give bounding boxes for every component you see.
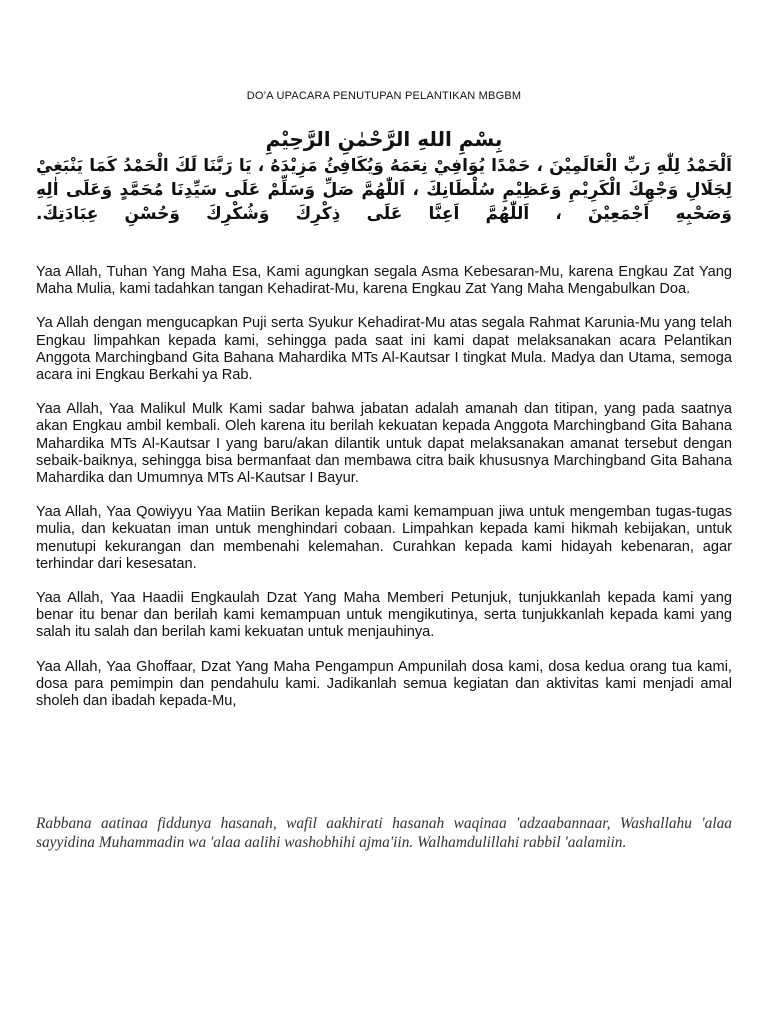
closing-prayer: Rabbana aatinaa fiddunya hasanah, wafil aakhirati hasanah waqinaa 'adzaabannaar, Washallahu 'alaa sayyidina Muhammadin wa 'alaa aalihi washobhihi ajma'iin. Walhamdulillahi rabbil 'aalamiin.	[36, 815, 732, 851]
prayer-paragraph: Ya Allah dengan mengucapkan Puji serta Syukur Kehadirat-Mu atas segala Rahmat Karunia-Mu yang telah Engkau limpahkan kepada kami, sehingga pada saat ini kami dapat melaksanakan acara Pelantikan Anggota Marchingband Gita Bahana Mahardika MTs Al-Kautsar I tingkat Mula. Madya dan Utama, semoga acara ini Engkau Berkahi ya Rab.	[36, 315, 732, 384]
arabic-line: وَصَحْبِهِ اَجْمَعِيْنَ ، اَللّٰهُمَّ اَعِنَّا عَلَى ذِكْرِكَ وَشُكْرِكَ وَحُسْنِ عِبَادَتِكَ.	[36, 204, 732, 224]
arabic-line: لِجَلَالِ وَجْهِكَ الْكَرِيْمِ وَعَظِيْمِ سُلْطَانِكَ ، اَللّٰهُمَّ صَلِّ وَسَلِّمْ عَلَى سَيِّدِنَا مُحَمَّدٍ وَعَلَى اٰلِهِ	[36, 180, 732, 200]
basmala: بِسْمِ اللهِ الرَّحْمٰنِ الرَّحِيْمِ	[265, 127, 503, 151]
prayer-body	[36, 264, 732, 727]
prayer-paragraph: Yaa Allah, Yaa Ghoffaar, Dzat Yang Maha Pengampun Ampunilah dosa kami, dosa kedua orang tua kami, dosa para pemimpin dan pendahulu kami. Jadikanlah semua kegiatan dan aktivitas kami menjadi amal sholeh dan ibadah kepada-Mu,	[36, 658, 732, 710]
arabic-line: اَلْحَمْدُ لِلّٰهِ رَبِّ الْعَالَمِيْنَ ، حَمْدًا يُوَافِيْ نِعَمَهُ وَيُكَافِئُ مَزِيْدَهُ ، يَا رَبَّنَا لَكَ الْحَمْدُ كَمَا يَنْبَغِيْ	[36, 156, 732, 176]
prayer-paragraph: Yaa Allah, Yaa Malikul Mulk Kami sadar bahwa jabatan adalah amanah dan titipan, yang pada saatnya akan Engkau ambil kembali. Oleh karena itu berilah kekuatan kepada Anggota Marchingband Gita Bahana Mahardika MTs Al-Kautsar I yang baru/akan dilantik untuk dapat melaksanakan amanat tersebut dengan sebaik-baiknya, sehingga bisa bermanfaat dan membawa citra baik khususnya Marchingband Gita Bahana Mahardika dan Umumnya MTs Al-Kautsar I Bayur.	[36, 401, 732, 487]
document-title: DO’A UPACARA PENUTUPAN PELANTIKAN MBGBM	[246, 90, 522, 102]
prayer-paragraph: Yaa Allah, Tuhan Yang Maha Esa, Kami agungkan segala Asma Kebesaran-Mu, karena Engkau Zat Yang Maha Mulia, kami tadahkan tangan Kehadirat-Mu, karena Engkau Zat Yang Maha Mengabulkan Doa.	[36, 264, 732, 298]
prayer-paragraph: Yaa Allah, Yaa Haadii Engkaulah Dzat Yang Maha Memberi Petunjuk, tunjukkanlah kepada kami yang benar itu benar dan berilah kami kemampuan untuk mengikutinya, serta tunjukkanlah kepada kami yang salah itu salah dan berilah kami kekuatan untuk menjauhinya.	[36, 590, 732, 641]
arabic-prayer-opening	[36, 124, 732, 254]
prayer-paragraph: Yaa Allah, Yaa Qowiyyu Yaa Matiin Berikan kepada kami kemampuan jiwa untuk mengemban tugas-tugas mulia, dan kekuatan iman untuk menghindari cobaan. Limpahkan kepada kami hikmah kebijakan, untuk menutupi kekurangan dan membenahi kelemahan. Curahkan kepada kami hidayah kebenaran, agar terhindar dari kesesatan.	[36, 504, 732, 572]
